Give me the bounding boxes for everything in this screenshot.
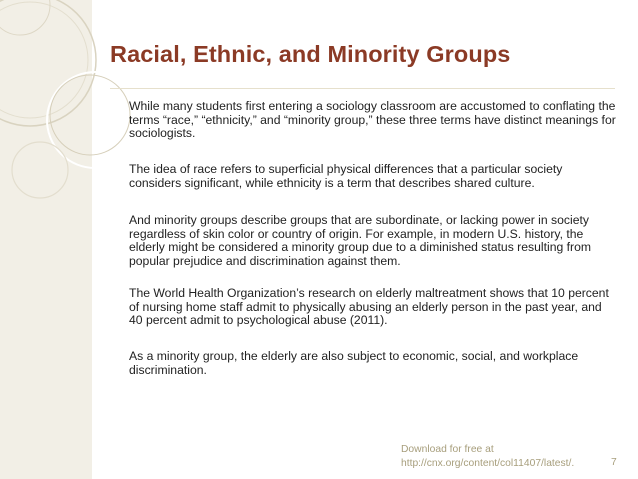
bullet-marker-icon [111,350,129,377]
bullet-item [111,287,616,328]
bullet-item [111,100,616,141]
footer-download-label: Download for free at [401,444,494,455]
bullet-text: As a minority group, the elderly are also subject to economic, social, and workplace discrimination. [129,349,579,377]
bullet-marker-icon [111,214,129,268]
bullet-text: The idea of race refers to superficial physical differences that a particular society considers significant, while ethnicity is a term that describes shared culture. [129,162,563,190]
bullet-item [111,163,616,190]
slide-title: Racial, Ethnic, and Minority Groups [110,41,511,67]
bullet-marker-icon [111,163,129,190]
bullet-item [111,350,616,377]
bullet-text: While many students first entering a sociology classroom are accustomed to conflating the terms “race,” “ethnicity,” and “minority group,” these three terms have distinct meanings for sociologists. [129,99,616,141]
bullet-item [111,214,616,268]
bullet-text: The World Health Organization’s research on elderly maltreatment shows that 10 percent of nursing home staff admit to physically abusing an elderly person in the past year, and 40 percent admit to psychological abuse (2011). [129,286,609,328]
slide-number: 7 [611,457,617,468]
footer-source [401,443,611,471]
title-divider [110,88,615,89]
bullet-marker-icon [111,100,129,141]
footer-url-link[interactable]: http://cnx.org/content/col11407/latest/. [401,458,575,469]
bullet-text: And minority groups describe groups that are subordinate, or lacking power in society regardless of skin color or country of origin. For example, in modern U.S. history, the elderly might be considered a minority group due to a diminished status resulting from popular prejudice and discrimination against them. [129,213,592,268]
bullet-marker-icon [111,287,129,328]
